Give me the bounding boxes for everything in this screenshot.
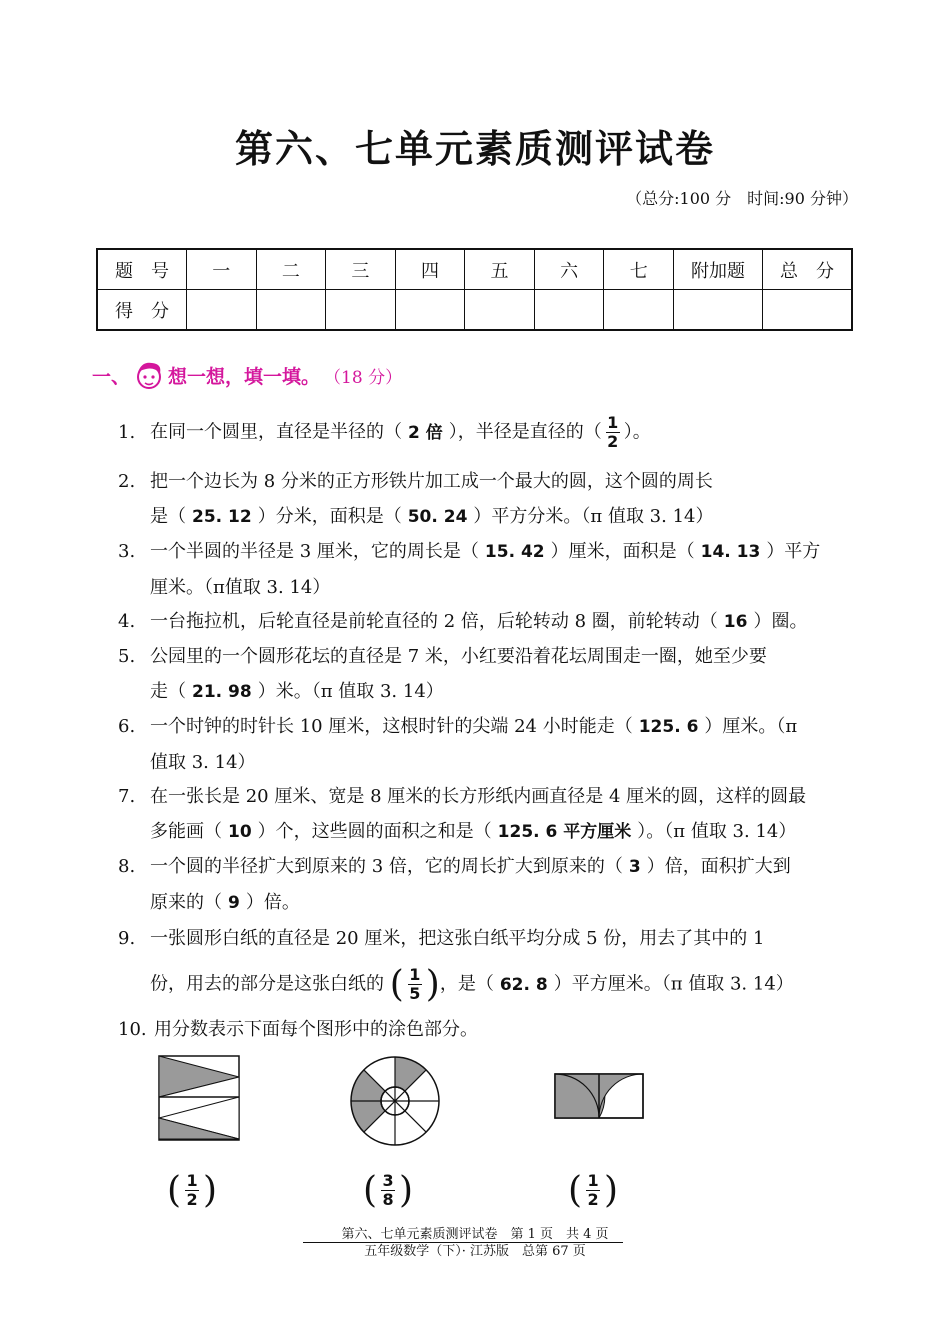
question-text: 一个圆的半径扩大到原来的 3 倍，它的周长扩大到原来的（ <box>150 856 623 877</box>
score-cell[interactable] <box>326 290 396 331</box>
footer-book-info: 五年级数学（下）· 江苏版 总第 67 页 <box>364 1244 586 1259</box>
header-cell: 七 <box>604 249 674 290</box>
fraction-numerator: 1 <box>607 413 619 432</box>
question-text: ）米。（π 值取 3. 14） <box>257 681 444 702</box>
footer-page-info: 第六、七单元素质测评试卷 第 1 页 共 4 页 <box>341 1227 609 1242</box>
fraction-denominator: 2 <box>587 1190 599 1209</box>
question-text: ）圈。 <box>753 611 808 632</box>
score-cell[interactable] <box>604 290 674 331</box>
header-cell: 五 <box>465 249 535 290</box>
question-1 <box>118 414 863 451</box>
header-cell: 题 号 <box>97 249 187 290</box>
question-text: 一台拖拉机，后轮直径是前轮直径的 2 倍，后轮转动 8 圈，前轮转动（ <box>150 611 718 632</box>
figure-answer-2 <box>363 1169 414 1211</box>
question-8 <box>118 849 863 921</box>
question-text: ）个，这些圆的面积之和是（ <box>257 821 492 842</box>
question-text: 一个半圆的半径是 3 厘米，它的周长是（ <box>150 541 479 562</box>
question-number: 8. <box>118 856 136 877</box>
fraction-denominator: 2 <box>186 1190 198 1209</box>
answer: 3 <box>628 857 641 877</box>
question-number: 2. <box>118 471 136 492</box>
answer: 14. 13 <box>700 542 761 562</box>
figure-answer-3 <box>568 1169 619 1211</box>
fraction-denominator: 8 <box>382 1190 394 1209</box>
header-cell: 总 分 <box>763 249 853 290</box>
section-points: （18 分） <box>324 367 403 388</box>
fraction-denominator: 5 <box>409 984 421 1003</box>
paren-left: ( <box>167 1169 182 1211</box>
header-cell: 四 <box>395 249 465 290</box>
answer-fraction <box>389 963 440 1005</box>
question-text: 把一个边长为 8 分米的正方形铁片加工成一个最大的圆，这个圆的周长 <box>150 471 713 492</box>
paren-right: ) <box>399 1169 414 1211</box>
figure-ring-eighths <box>349 1055 441 1147</box>
question-text: ）平方 <box>766 541 821 562</box>
score-cell[interactable] <box>395 290 465 331</box>
question-number: 9. <box>118 928 136 949</box>
answer: 50. 24 <box>407 507 468 527</box>
score-cell[interactable] <box>465 290 535 331</box>
paren-left: ( <box>389 963 404 1005</box>
fraction-numerator: 1 <box>587 1171 599 1190</box>
question-text: ）。 <box>623 421 651 443</box>
question-text: ）分米，面积是（ <box>257 506 402 527</box>
figure-square-triangles <box>158 1055 240 1141</box>
paren-right: ) <box>203 1169 218 1211</box>
fraction-numerator: 1 <box>409 965 421 984</box>
question-5 <box>118 639 863 710</box>
answer: 15. 42 <box>484 542 545 562</box>
question-3 <box>118 534 863 605</box>
question-text: ）。（π 值取 3. 14） <box>637 821 797 842</box>
header-cell: 一 <box>187 249 257 290</box>
score-cell[interactable] <box>674 290 763 331</box>
question-text: ）倍，面积扩大到 <box>646 856 791 877</box>
answer-fraction <box>606 414 620 451</box>
score-cell[interactable] <box>763 290 853 331</box>
question-text: 多能画（ <box>150 821 222 842</box>
question-text: ）倍。 <box>245 892 300 913</box>
row-label: 得 分 <box>97 290 187 331</box>
paren-left: ( <box>363 1169 378 1211</box>
question-text: 厘米。（π值取 3. 14） <box>150 577 331 598</box>
header-cell: 二 <box>256 249 326 290</box>
question-text: 走（ <box>150 681 186 702</box>
question-text: 在同一个圆里，直径是半径的（ <box>150 421 402 443</box>
section-heading <box>92 358 402 392</box>
fraction-numerator: 1 <box>186 1171 198 1190</box>
answer: 62. 8 <box>499 974 548 995</box>
score-cell[interactable] <box>256 290 326 331</box>
header-cell: 三 <box>326 249 396 290</box>
paren-left: ( <box>568 1169 583 1211</box>
score-table <box>96 248 853 331</box>
header-cell: 六 <box>534 249 604 290</box>
fraction-numerator: 3 <box>382 1171 394 1190</box>
question-2 <box>118 464 863 535</box>
answer: 125. 6 平方厘米 <box>497 822 632 842</box>
question-9 <box>118 921 863 1003</box>
question-number: 4. <box>118 611 136 632</box>
answer: 16 <box>723 612 748 632</box>
mascot-icon <box>132 358 166 392</box>
question-text: 是（ <box>150 506 186 527</box>
question-text: ，是（ <box>439 973 494 995</box>
question-number: 10. <box>118 1019 147 1040</box>
score-cell[interactable] <box>187 290 257 331</box>
answer: 125. 6 <box>638 717 699 737</box>
score-table-header <box>97 249 852 290</box>
header-cell: 附加题 <box>674 249 763 290</box>
page-title: 第六、七单元素质测评试卷 <box>234 126 715 171</box>
score-table-row <box>97 290 852 331</box>
figure-answer-1 <box>167 1169 218 1211</box>
score-cell[interactable] <box>534 290 604 331</box>
question-6 <box>118 709 863 780</box>
question-text: 一个时钟的时针长 10 厘米，这根时针的尖端 24 小时能走（ <box>150 716 633 737</box>
paren-right: ) <box>425 963 440 1005</box>
answer: 10 <box>228 822 252 842</box>
question-text: 值取 3. 14） <box>150 752 256 773</box>
question-text: ），半径是直径的（ <box>448 421 602 443</box>
paren-right: ) <box>604 1169 619 1211</box>
question-number: 7. <box>118 786 136 807</box>
question-number: 1. <box>118 421 136 443</box>
question-10 <box>118 1012 863 1047</box>
exam-meta: （总分:100 分 时间:90 分钟） <box>626 189 858 208</box>
question-text: ）厘米。（π <box>704 716 798 737</box>
question-text: ）平方分米。（π 值取 3. 14） <box>473 506 714 527</box>
question-text: 一张圆形白纸的直径是 20 厘米，把这张白纸平均分成 5 份，用去了其中的 1 <box>150 928 765 949</box>
question-text: 份，用去的部分是这张白纸的 <box>150 973 384 995</box>
question-4 <box>118 604 863 640</box>
question-number: 5. <box>118 646 136 667</box>
section-title: 想一想，填一填。 <box>168 365 321 388</box>
question-text: 用分数表示下面每个图形中的涂色部分。 <box>154 1019 478 1040</box>
question-text: 原来的（ <box>150 892 222 913</box>
question-text: ）平方厘米。（π 值取 3. 14） <box>553 973 794 995</box>
answer: 9 <box>228 893 240 913</box>
answer: 21. 98 <box>192 682 252 702</box>
question-text: 在一张长是 20 厘米、宽是 8 厘米的长方形纸内画直径是 4 厘米的圆，这样的圆最 <box>150 786 807 807</box>
fraction-denominator: 2 <box>607 432 619 451</box>
question-number: 6. <box>118 716 136 737</box>
question-text: 公园里的一个圆形花坛的直径是 7 米，小红要沿着花坛周围走一圈，她至少要 <box>150 646 767 667</box>
figure-rectangle-quarter-circles <box>554 1073 646 1119</box>
question-number: 3. <box>118 541 136 562</box>
section-prefix: 一、 <box>92 365 131 388</box>
answer: 25. 12 <box>192 507 252 527</box>
question-text: ）厘米，面积是（ <box>550 541 695 562</box>
answer: 2 倍 <box>408 422 443 443</box>
question-7 <box>118 779 863 850</box>
